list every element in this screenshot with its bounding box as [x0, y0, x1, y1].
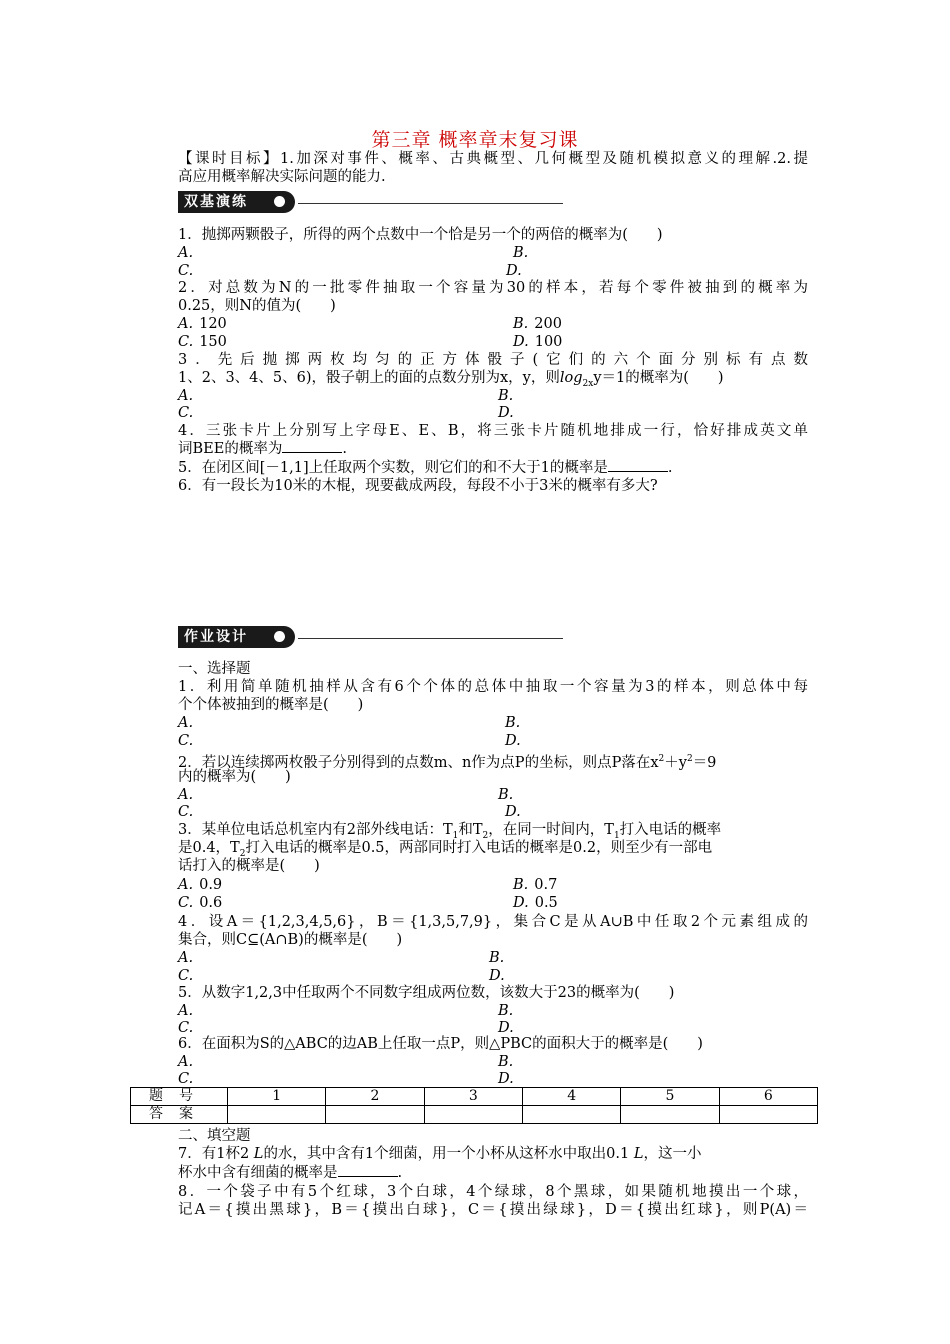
hw-question-3-line-2: 是0.4，$T_2$打入电话的概率是0.5，两部同时打入电话的概率是0.2，则至少有一部电 — [178, 840, 713, 859]
option-c: C. — [178, 733, 194, 749]
option-b: B. — [489, 950, 505, 966]
option-b: B. 200 — [513, 316, 562, 332]
question-5: 5．在闭区间[－1,1]上任取两个实数，则它们的和不大于1的概率是 . — [178, 460, 673, 476]
answer-cell[interactable] — [522, 1106, 620, 1124]
answer-blank[interactable] — [282, 440, 342, 453]
option-a: A. 120 — [178, 316, 227, 332]
hw-question-3-line-3: 话打入的概率是( ) — [178, 858, 320, 874]
question-1: 1．抛掷两颗骰子，所得的两个点数中一个恰是另一个的两倍的概率为( ) — [178, 227, 663, 243]
heading-multiple-choice: 一、选择题 — [178, 661, 251, 677]
option-b: B. — [513, 245, 529, 261]
hw-question-4-line-1: 4．设A＝{1,2,3,4,5,6}，B＝{1,3,5,7,9}，集合C是从A∪B中任取2个元素组成的 — [178, 914, 808, 930]
objective-label: 【课时目标】 — [178, 151, 281, 167]
table-cell: 3 — [424, 1088, 522, 1106]
hw-question-6: 6．在面积为S的△ABC的边AB上任取一点P，则△PBC的面积大于的概率是( ) — [178, 1036, 703, 1052]
option-d: D. — [505, 733, 521, 749]
option-d: D. — [506, 263, 522, 279]
option-a: A. — [178, 787, 194, 803]
page-title: 第三章 概率章末复习课 — [371, 129, 579, 151]
question-6: 6．有一段长为10米的木棍，现要截成两段，每段不小于3米的概率有多大? — [178, 478, 658, 494]
answer-blank[interactable] — [608, 459, 668, 472]
table-row — [131, 1106, 818, 1124]
banner-dot-icon — [274, 196, 285, 207]
question-4-line-2: 词BEE的概率为 . — [178, 441, 347, 457]
option-a: A. — [178, 388, 194, 404]
option-c: C. — [178, 263, 194, 279]
section-banner-basic-drill — [178, 191, 563, 213]
table-cell: 2 — [326, 1088, 424, 1106]
option-c: C. 0.6 — [178, 895, 223, 911]
answer-cell[interactable] — [621, 1106, 719, 1124]
option-d: D. 0.5 — [513, 895, 558, 911]
objective-line-2: 高应用概率解决实际问题的能力. — [178, 169, 386, 185]
answer-cell[interactable] — [228, 1106, 326, 1124]
option-b: B. — [505, 715, 521, 731]
option-a: A. — [178, 950, 194, 966]
option-c: C. — [178, 405, 194, 421]
option-b: B. — [498, 1054, 514, 1070]
banner-rule — [298, 203, 563, 204]
hw-question-1-line-2: 个个体被抽到的概率是( ) — [178, 697, 364, 713]
banner-label: 双基演练 — [178, 191, 295, 213]
option-a: A. 0.9 — [178, 877, 223, 893]
question-4-line-1: 4．三张卡片上分别写上字母E、E、B，将三张卡片随机地排成一行，恰好排成英文单 — [178, 423, 808, 439]
hw-question-4-line-2: 集合，则C⊆(A∩B)的概率是( ) — [178, 932, 403, 948]
banner-dot-icon — [274, 631, 285, 642]
question-3-line-2: 1、2、3、4、5、6)，骰子朝上的面的点数分别为x，y，则$\log_{2x}y=1$的概率为( ) — [178, 370, 724, 389]
hw-question-8-line-2: 记A＝{摸出黑球}，B＝{摸出白球}，C＝{摸出绿球}，D＝{摸出红球}，则P(A)＝ — [178, 1202, 808, 1218]
answer-table — [130, 1087, 818, 1124]
table-cell: 5 — [621, 1088, 719, 1106]
table-row — [131, 1088, 818, 1106]
answer-cell[interactable] — [424, 1106, 522, 1124]
option-d: D. 100 — [513, 334, 563, 350]
option-b: B. — [498, 1003, 514, 1019]
section-banner-homework — [178, 626, 563, 648]
table-header-label: 题号 — [131, 1088, 228, 1106]
hw-question-7-line-2: 杯水中含有细菌的概率是 . — [178, 1165, 403, 1181]
answer-cell[interactable] — [326, 1106, 424, 1124]
option-c: C. — [178, 968, 194, 984]
question-2-line-1: 2．对总数为N的一批零件抽取一个容量为30的样本，若每个零件被抽到的概率为 — [178, 280, 808, 296]
banner-rule — [298, 638, 563, 639]
option-c: C. — [178, 804, 194, 820]
answer-blank[interactable] — [338, 1164, 398, 1177]
banner-label: 作业设计 — [178, 626, 295, 648]
option-b: B. 0.7 — [513, 877, 558, 893]
answer-cell[interactable] — [719, 1106, 817, 1124]
option-a: A. — [178, 245, 194, 261]
option-a: A. — [178, 1054, 194, 1070]
option-a: A. — [178, 715, 194, 731]
hw-question-5: 5．从数字1,2,3中任取两个不同数字组成两位数，该数大于23的概率为( ) — [178, 985, 675, 1001]
hw-question-2-line-2: 内的概率为( ) — [178, 769, 291, 785]
option-c: C. 150 — [178, 334, 227, 350]
option-d: D. — [498, 1071, 514, 1087]
option-d: D. — [498, 405, 514, 421]
question-2-line-2: 0.25，则N的值为( ) — [178, 298, 336, 314]
table-cell: 4 — [522, 1088, 620, 1106]
hw-question-8-line-1: 8．一个袋子中有5个红球，3个白球，4个绿球，8个黑球，如果随机地摸出一个球， — [178, 1184, 808, 1200]
option-d: D. — [489, 968, 505, 984]
option-c: C. — [178, 1020, 194, 1036]
hw-question-7-line-1: 7．有1杯2 L的水，其中含有1个细菌，用一个小杯从这杯水中取出0.1 L，这一小 — [178, 1146, 702, 1162]
table-cell: 1 — [228, 1088, 326, 1106]
option-d: D. — [498, 1020, 514, 1036]
hw-question-1-line-1: 1．利用简单随机抽样从含有6个个体的总体中抽取一个容量为3的样本，则总体中每 — [178, 679, 808, 695]
table-cell: 6 — [719, 1088, 817, 1106]
question-3-line-1: 3．先后抛掷两枚均匀的正方体骰子(它们的六个面分别标有点数 — [178, 352, 808, 368]
option-c: C. — [178, 1071, 194, 1087]
objective-line-1: 【课时目标】1.加深对事件、概率、古典概型、几何概型及随机模拟意义的理解.2.提 — [178, 151, 808, 167]
table-answer-label: 答案 — [131, 1106, 228, 1124]
option-a: A. — [178, 1003, 194, 1019]
log-symbol: log — [559, 370, 583, 386]
option-b: B. — [498, 388, 514, 404]
heading-fill-in: 二、填空题 — [178, 1128, 251, 1144]
option-b: B. — [498, 787, 514, 803]
hw-question-3-line-1: 3．某单位电话总机室内有2部外线电话：$T_1$和$T_2$，在同一时间内，$T_1$打入电话的概率 — [178, 822, 722, 841]
option-d: D. — [505, 804, 521, 820]
hw-question-2-line-1: 2．若以连续掷两枚骰子分别得到的点数m、n作为点P的坐标，则点P落在$x^2+y^2=9$ — [178, 754, 717, 771]
